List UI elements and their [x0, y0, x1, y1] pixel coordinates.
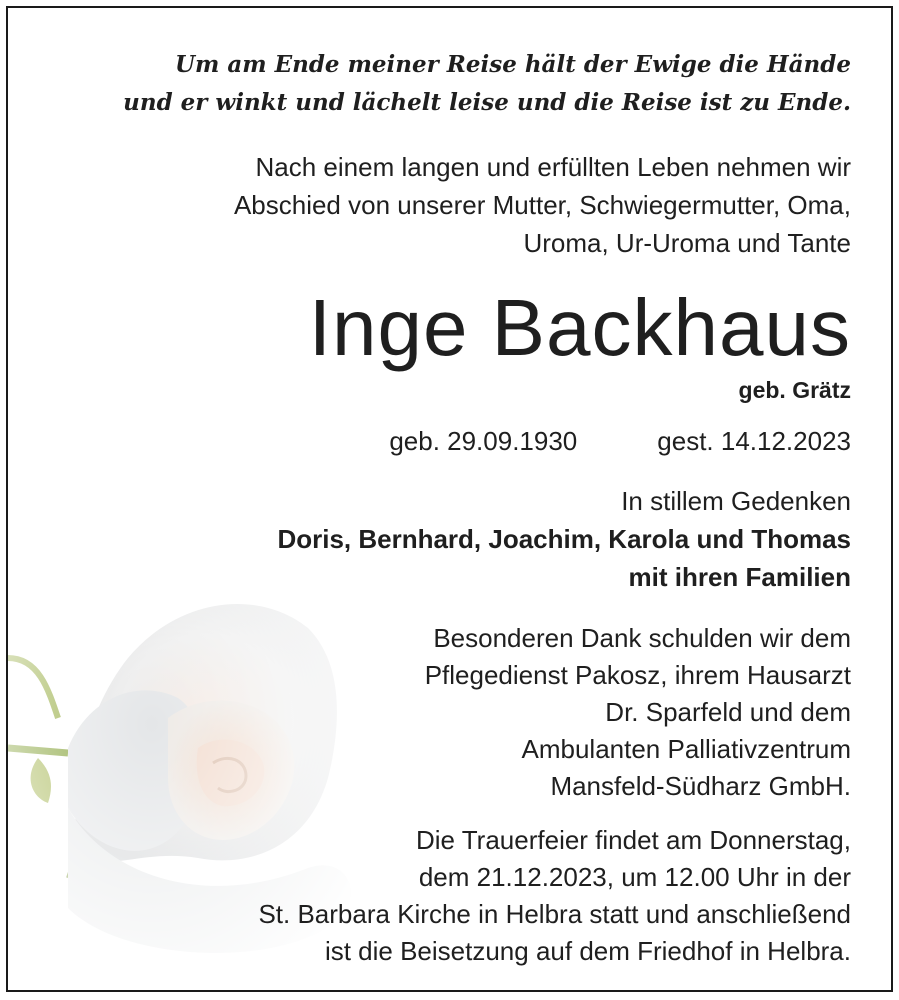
mourners-intro: In stillem Gedenken	[621, 486, 851, 516]
thanks-line: Ambulanten Palliativzentrum	[521, 734, 851, 764]
thanks-text	[425, 620, 851, 805]
thanks-line: Besonderen Dank schulden wir dem	[433, 623, 851, 653]
mourners-list	[277, 520, 851, 596]
intro-line: Uroma, Ur-Uroma und Tante	[523, 228, 851, 258]
mourners-line: Doris, Bernhard, Joachim, Karola und Thomas	[277, 524, 851, 554]
thanks-line: Dr. Sparfeld und dem	[605, 697, 851, 727]
service-line: dem 21.12.2023, um 12.00 Uhr in der	[418, 862, 851, 892]
motto-line: und er winkt und lächelt leise und die Reise ist zu Ende.	[123, 89, 851, 116]
service-line: St. Barbara Kirche in Helbra statt und anschließend	[258, 899, 851, 929]
intro-line: Nach einem langen und erfüllten Leben nehmen wir	[255, 152, 851, 182]
death-date: gest. 14.12.2023	[657, 426, 851, 456]
funeral-service-text	[258, 822, 851, 970]
birth-date: geb. 29.09.1930	[389, 426, 578, 456]
intro-text	[234, 148, 851, 262]
service-line: ist die Beisetzung auf dem Friedhof in Helbra.	[324, 936, 851, 966]
maiden-name: geb. Grätz	[738, 377, 851, 403]
motto-verse	[123, 46, 851, 122]
thanks-line: Mansfeld-Südharz GmbH.	[550, 771, 851, 801]
mourners-line: mit ihren Familien	[628, 562, 851, 592]
obituary-frame	[6, 6, 893, 992]
service-line: Die Trauerfeier findet am Donnerstag,	[416, 825, 851, 855]
life-dates	[389, 422, 851, 460]
deceased-name: Inge Backhaus	[308, 283, 851, 372]
thanks-line: Pflegedienst Pakosz, ihrem Hausarzt	[424, 660, 851, 690]
intro-line: Abschied von unserer Mutter, Schwiegermutter, Oma,	[233, 190, 851, 220]
motto-line: Um am Ende meiner Reise hält der Ewige die Hände	[174, 51, 851, 78]
